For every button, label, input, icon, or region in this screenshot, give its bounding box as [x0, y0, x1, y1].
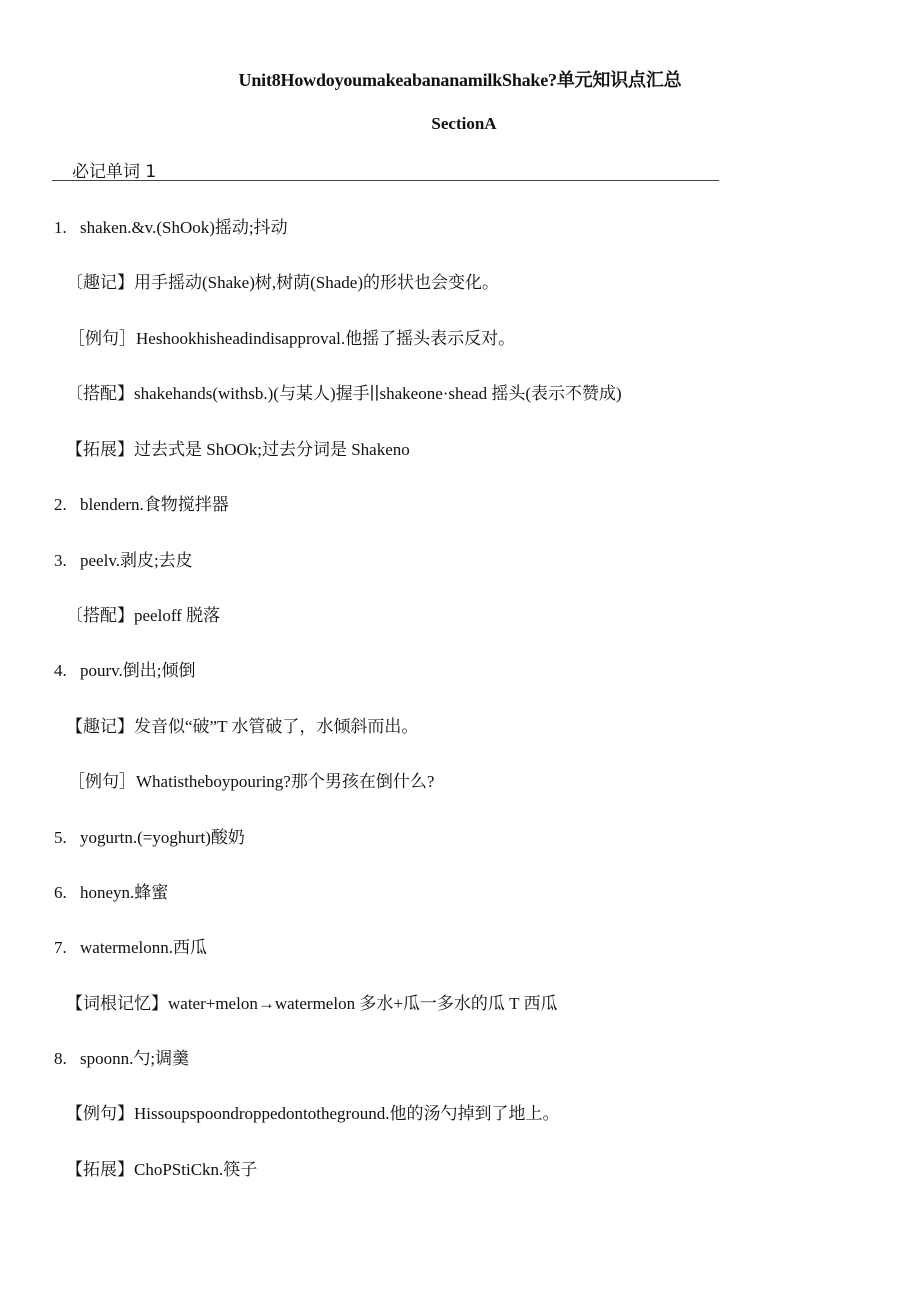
- extension: 【拓展】过去式是 ShOOk;过去分词是 Shakeno: [66, 440, 410, 459]
- example-sentence: ［例句］Heshookhisheadindisapproval.他摇了摇头表示反对。: [68, 329, 516, 348]
- item-number: 1.: [54, 218, 67, 237]
- vocab-item-6: [54, 878, 168, 903]
- extension: 【拓展】ChoPStiCkn.筷子: [66, 1160, 258, 1179]
- item-text: pourv.倒出;倾倒: [80, 661, 196, 680]
- item-number: 7.: [54, 938, 67, 957]
- item-text: peelv.剥皮;去皮: [80, 551, 193, 570]
- collocation: 〔搭配】peeloff 脱落: [66, 606, 221, 625]
- item-text: blendern.食物搅拌器: [80, 495, 229, 514]
- page-title: Unit8HowdoyoumakeabananamilkShake?单元知识点汇总: [238, 70, 682, 90]
- vocab-item-7: [54, 933, 207, 958]
- vocab-item-8: [54, 1044, 189, 1069]
- vocab-item-4: [54, 656, 196, 681]
- vocab-item-3: [54, 546, 193, 571]
- item-number: 5.: [54, 828, 67, 847]
- example-sentence: ［例句］Whatistheboypouring?那个男孩在倒什么?: [68, 772, 435, 791]
- memory-tip: 〔趣记】用手摇动(Shake)树,树荫(Shade)的形状也会变化。: [66, 273, 499, 292]
- word-root-memory: 【词根记忆】water+melon→watermelon 多水+瓜一多水的瓜 T 西瓜: [66, 994, 558, 1013]
- item-text: shaken.&v.(ShOok)摇动;抖动: [80, 218, 288, 237]
- vocab-item-2: [54, 490, 229, 515]
- item-text: yogurtn.(=yoghurt)酸奶: [80, 828, 245, 847]
- vocab-item-5: [54, 823, 245, 848]
- item-text: spoonn.勺;调羹: [80, 1049, 190, 1068]
- vocab-item-1: [54, 213, 288, 238]
- item-number: 6.: [54, 883, 67, 902]
- item-text: watermelonn.西瓜: [80, 938, 207, 957]
- item-number: 8.: [54, 1049, 67, 1068]
- item-number: 3.: [54, 551, 67, 570]
- item-number: 4.: [54, 661, 67, 680]
- item-text: honeyn.蜂蜜: [80, 883, 169, 902]
- memory-tip: 【趣记】发音似“破”T 水管破了，水倾斜而出。: [66, 717, 419, 736]
- section-title: SectionA: [431, 114, 497, 133]
- heading-divider: [52, 180, 719, 181]
- vocabulary-heading: 必记单词 1: [72, 162, 157, 182]
- collocation: 〔搭配】shakehands(withsb.)(与某人)握手∣∣shakeone·shead 摇头(表示不赞成): [66, 384, 622, 403]
- item-number: 2.: [54, 495, 67, 514]
- example-sentence: 【例句】Hissoupspoondroppedontotheground.他的汤勺掉到了地上。: [66, 1104, 560, 1123]
